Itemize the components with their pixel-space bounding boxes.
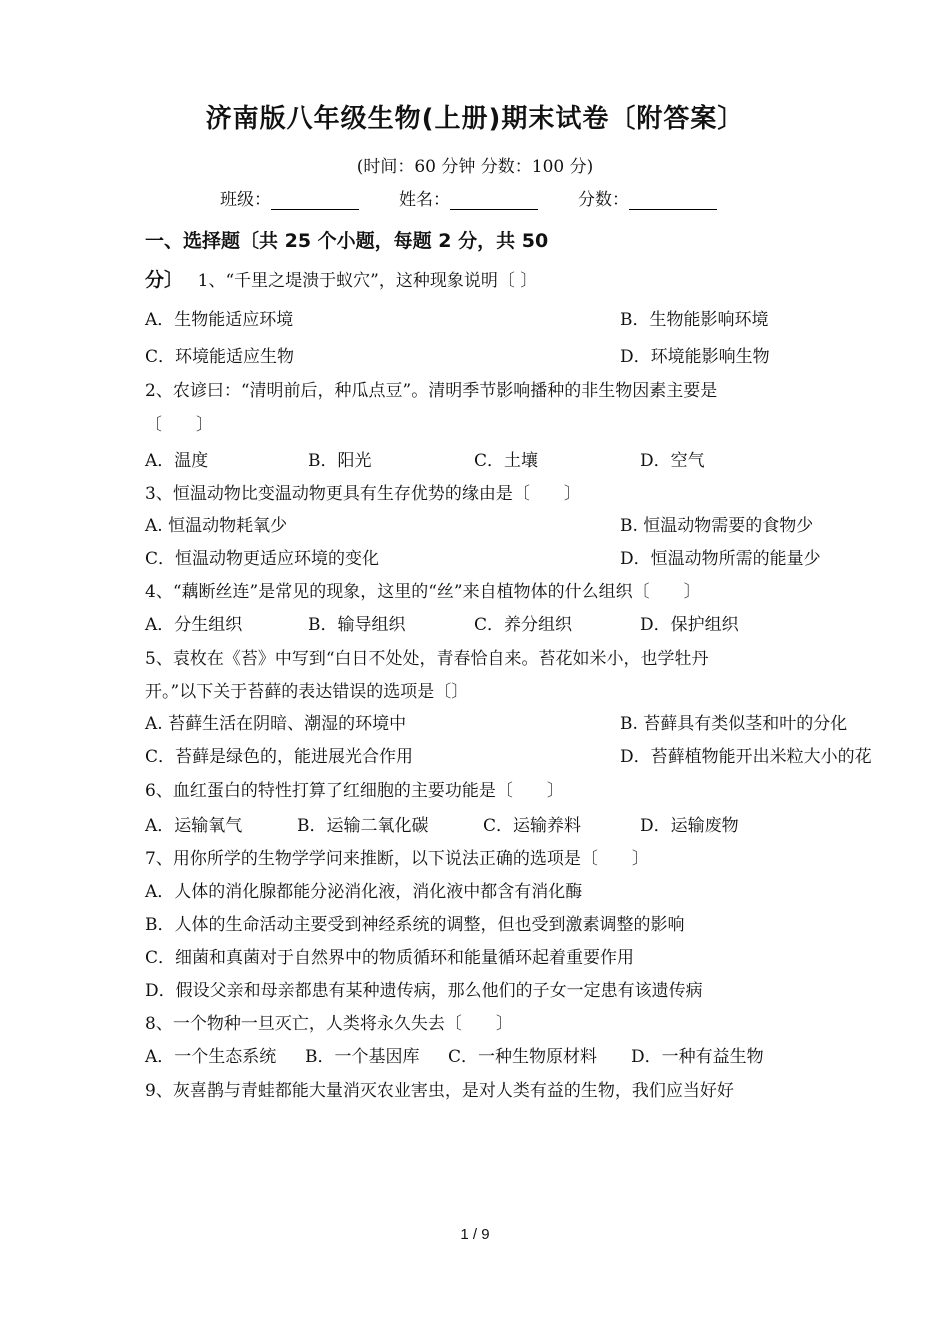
q2-stem: 2、农谚曰：“清明前后，种瓜点豆”。清明季节影响播种的非生物因素主要是	[145, 381, 718, 401]
q5-option-c: C．苔藓是绿色的，能进展光合作用	[145, 747, 414, 767]
q7-option-b: B．人体的生命活动主要受到神经系统的调整，但也受到激素调整的影响	[145, 915, 685, 935]
q4-option-d: D．保护组织	[640, 615, 739, 635]
score-field	[578, 185, 717, 210]
q3-options-row2	[145, 544, 821, 569]
q5-option-b: B. 苔藓具有类似茎和叶的分化	[620, 714, 848, 734]
q6-option-b: B．运输二氧化碳	[297, 816, 429, 836]
q3-option-d: D．恒温动物所需的能量少	[620, 549, 821, 569]
q1-options-row1	[145, 305, 769, 330]
q5-option-d: D．苔藓植物能开出米粒大小的花	[620, 747, 872, 767]
q9-stem: 9、灰喜鹊与青蛙都能大量消灭农业害虫，是对人类有益的生物，我们应当好好	[145, 1081, 734, 1101]
q2-stem-cont: 〔 〕	[145, 415, 213, 435]
q3-option-c: C．恒温动物更适应环境的变化	[145, 549, 380, 569]
q2-option-c: C．土壤	[474, 451, 539, 471]
q1-option-c: C．环境能适应生物	[145, 347, 295, 367]
exam-time-score: (时间：60 分钟 分数：100 分)	[356, 157, 594, 177]
q8-option-a: A．一个生态系统	[145, 1047, 277, 1067]
q5-stem: 5、袁枚在《苔》中写到“白日不处处，青春恰自来。苔花如米小，也学牡丹	[145, 649, 709, 669]
class-label: 班级：	[220, 190, 271, 210]
q3-stem: 3、恒温动物比变温动物更具有生存优势的缘由是〔 〕	[145, 484, 581, 504]
q1-stem: 1、“千里之堤溃于蚁穴”，这种现象说明〔 〕	[197, 271, 538, 291]
q7-option-a: A．人体的消化腺都能分泌消化液，消化液中都含有消化酶	[145, 882, 583, 902]
q7-option-d: D．假设父亲和母亲都患有某种遗传病，那么他们的子女一定患有该遗传病	[145, 981, 703, 1001]
student-info-fields	[220, 185, 717, 210]
q2-option-b: B．阳光	[308, 451, 372, 471]
section-heading: 一、选择题〔共 25 个小题，每题 2 分，共 50	[145, 230, 549, 252]
name-blank	[450, 189, 538, 210]
score-label: 分数：	[578, 190, 629, 210]
q5-option-a: A. 苔藓生活在阴暗、潮湿的环境中	[145, 714, 407, 734]
q1-options-row2	[145, 342, 770, 367]
name-field	[399, 185, 538, 210]
name-label: 姓名：	[399, 190, 450, 210]
q6-option-c: C．运输养料	[483, 816, 582, 836]
section-heading-end: 分〕	[145, 269, 184, 291]
q4-stem: 4、“藕断丝连”是常见的现象，这里的“丝”来自植物体的什么组织〔 〕	[145, 582, 701, 602]
q4-option-a: A．分生组织	[145, 615, 243, 635]
q5-stem-cont: 开。”以下关于苔藓的表达错误的选项是〔〕	[145, 682, 469, 702]
q3-options-row1	[145, 511, 814, 536]
page-number: 1 / 9	[460, 1226, 490, 1243]
q4-option-c: C．养分组织	[474, 615, 573, 635]
q1-option-b: B．生物能影响环境	[620, 310, 769, 330]
q5-options-row2	[145, 742, 872, 767]
section-heading-cont	[145, 265, 537, 292]
q7-option-c: C．细菌和真菌对于自然界中的物质循环和能量循环起着重要作用	[145, 948, 635, 968]
q6-option-d: D．运输废物	[640, 816, 739, 836]
q1-option-a: A．生物能适应环境	[145, 310, 294, 330]
q8-option-b: B．一个基因库	[305, 1047, 420, 1067]
class-blank	[271, 189, 359, 210]
q8-option-d: D．一种有益生物	[631, 1047, 764, 1067]
q2-option-d: D．空气	[640, 451, 705, 471]
q4-option-b: B．输导组织	[308, 615, 406, 635]
q7-stem: 7、用你所学的生物学学问来推断，以下说法正确的选项是〔 〕	[145, 849, 649, 869]
q3-option-a: A. 恒温动物耗氧少	[145, 516, 288, 536]
q3-option-b: B. 恒温动物需要的食物少	[620, 516, 814, 536]
q1-option-d: D．环境能影响生物	[620, 347, 770, 367]
q2-option-a: A．温度	[145, 451, 209, 471]
q8-stem: 8、一个物种一旦灭亡，人类将永久失去〔 〕	[145, 1014, 513, 1034]
q6-stem: 6、血红蛋白的特性打算了红细胞的主要功能是〔 〕	[145, 781, 564, 801]
q6-option-a: A．运输氧气	[145, 816, 243, 836]
score-blank	[629, 189, 717, 210]
q5-options-row1	[145, 709, 848, 734]
class-field	[220, 185, 359, 210]
page-title: 济南版八年级生物(上册)期末试卷〔附答案〕	[205, 104, 745, 134]
q8-option-c: C．一种生物原材料	[448, 1047, 598, 1067]
